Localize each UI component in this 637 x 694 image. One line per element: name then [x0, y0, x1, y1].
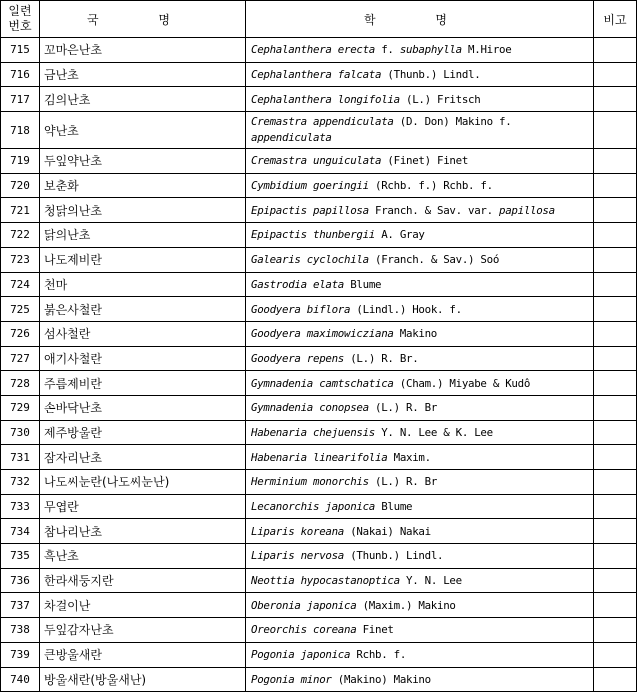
korean-name-cell: 주름제비란	[40, 371, 246, 396]
scientific-name-cell	[246, 395, 594, 420]
scientific-name-text: Maxim.	[387, 450, 431, 464]
scientific-name-italic: Goodyera maximowicziana	[251, 327, 394, 341]
scientific-name-cell	[246, 198, 594, 223]
scientific-name-text: (Nakai) Nakai	[344, 524, 431, 538]
scientific-name-text: Blume	[344, 277, 382, 291]
scientific-name-text: (D. Don) Makino f.	[393, 115, 512, 129]
scientific-name-cell	[246, 297, 594, 322]
serial-number-cell: 739	[1, 642, 40, 667]
scientific-name-italic: Gymnadenia camtschatica	[251, 376, 394, 390]
scientific-name-text: (Thunb.) Lindl.	[381, 68, 481, 82]
serial-number-cell: 722	[1, 223, 40, 248]
scientific-name-text: (L.) R. Br.	[344, 351, 419, 365]
scientific-name-italic: Cephalanthera erecta	[251, 43, 376, 57]
note-cell	[594, 62, 637, 87]
scientific-name-italic: Lecanorchis japonica	[251, 500, 376, 514]
serial-number-cell: 715	[1, 38, 40, 63]
scientific-name-text: (L.) R. Br	[368, 401, 438, 415]
scientific-name-text: (Maxim.) Makino	[356, 598, 456, 612]
scientific-name-text: Y. N. Lee & K. Lee	[375, 425, 493, 439]
table-row	[1, 667, 637, 692]
serial-number-cell: 728	[1, 371, 40, 396]
note-cell	[594, 519, 637, 544]
scientific-name-text: (L.) Fritsch	[399, 92, 481, 106]
korean-name-cell: 두잎감자난초	[40, 618, 246, 643]
scientific-name-text: (L.) R. Br	[368, 475, 438, 489]
table-row	[1, 593, 637, 618]
serial-number-cell: 720	[1, 173, 40, 198]
table-row	[1, 568, 637, 593]
korean-name-cell: 흑난초	[40, 544, 246, 569]
scientific-name-text: Franch. & Sav. var.	[368, 203, 500, 217]
table-row	[1, 420, 637, 445]
note-cell	[594, 667, 637, 692]
serial-number-cell: 723	[1, 247, 40, 272]
scientific-name-cell	[246, 87, 594, 112]
scientific-name-cell	[246, 568, 594, 593]
note-header: 비고	[594, 1, 637, 38]
scientific-name-cell	[246, 371, 594, 396]
serial-number-cell: 738	[1, 618, 40, 643]
header-row	[1, 1, 637, 38]
scientific-name-text: Blume	[375, 500, 413, 514]
note-cell	[594, 395, 637, 420]
scientific-name-cell	[246, 618, 594, 643]
table-header	[1, 1, 637, 38]
scientific-name-italic: Cremastra unguiculata	[251, 154, 382, 168]
note-cell	[594, 445, 637, 470]
scientific-name-text: Rchb. f.	[350, 648, 407, 662]
scientific-name-text: (Finet) Finet	[381, 154, 469, 168]
serial-number-cell: 733	[1, 494, 40, 519]
serial-number-cell: 719	[1, 149, 40, 174]
korean-name-cell: 손바닥난초	[40, 395, 246, 420]
scientific-name-italic: Oreorchis coreana	[251, 623, 357, 637]
table-row	[1, 494, 637, 519]
korean-name-cell: 김의난초	[40, 87, 246, 112]
serial-number-cell: 716	[1, 62, 40, 87]
note-cell	[594, 642, 637, 667]
korean-name-cell: 방울새란(방울새난)	[40, 667, 246, 692]
scientific-name-cell	[246, 247, 594, 272]
scientific-name-cell	[246, 62, 594, 87]
serial-number-header	[1, 1, 40, 38]
scientific-name-text: (Rchb. f.) Rchb. f.	[368, 179, 493, 193]
table-row	[1, 346, 637, 371]
table-row	[1, 173, 637, 198]
note-cell	[594, 198, 637, 223]
scientific-name-italic: Pogonia japonica	[251, 648, 351, 662]
scientific-name-text: Makino	[393, 327, 438, 341]
table-row	[1, 223, 637, 248]
note-cell	[594, 494, 637, 519]
table-row	[1, 544, 637, 569]
table-body	[1, 38, 637, 692]
note-cell	[594, 297, 637, 322]
scientific-name-text: A. Gray	[375, 228, 425, 242]
scientific-name-header: 학 명	[246, 1, 594, 38]
scientific-name-text: f.	[375, 43, 400, 57]
scientific-name-text: Finet	[356, 623, 394, 637]
note-cell	[594, 346, 637, 371]
korean-name-cell: 닭의난초	[40, 223, 246, 248]
scientific-name-text: M.Hiroe	[461, 43, 512, 57]
note-cell	[594, 38, 637, 63]
table-row	[1, 247, 637, 272]
scientific-name-italic: Epipactis thunbergii	[251, 228, 376, 242]
korean-name-cell: 두잎약난초	[40, 149, 246, 174]
table-row	[1, 470, 637, 495]
table-row	[1, 519, 637, 544]
korean-name-cell: 나도제비란	[40, 247, 246, 272]
korean-name-cell: 꼬마은난초	[40, 38, 246, 63]
scientific-name-italic: Gastrodia elata	[251, 277, 345, 291]
scientific-name-italic: Liparis nervosa	[251, 549, 345, 563]
scientific-name-italic: subaphylla	[399, 43, 462, 57]
korean-name-cell: 한라새둥지란	[40, 568, 246, 593]
scientific-name-italic: appendiculata	[251, 131, 332, 145]
scientific-name-cell	[246, 149, 594, 174]
note-cell	[594, 87, 637, 112]
scientific-name-text: Y. N. Lee	[399, 574, 462, 588]
scientific-name-italic: Liparis koreana	[251, 524, 345, 538]
korean-name-cell: 금난초	[40, 62, 246, 87]
scientific-name-italic: Goodyera repens	[251, 351, 345, 365]
scientific-name-italic: Epipactis papillosa	[251, 203, 369, 217]
serial-number-cell: 724	[1, 272, 40, 297]
scientific-name-text: (Thunb.) Lindl.	[344, 549, 444, 563]
scientific-name-cell	[246, 223, 594, 248]
table-row	[1, 445, 637, 470]
scientific-name-cell	[246, 112, 594, 149]
scientific-name-italic: Cymbidium goeringii	[251, 179, 369, 193]
korean-name-cell: 잠자리난초	[40, 445, 246, 470]
korean-name-cell: 제주방울란	[40, 420, 246, 445]
scientific-name-text: (Franch. & Sav.) Soó	[368, 253, 500, 267]
korean-name-cell: 애기사철란	[40, 346, 246, 371]
korean-name-cell: 보춘화	[40, 173, 246, 198]
table-row	[1, 62, 637, 87]
scientific-name-italic: Goodyera biflora	[251, 302, 351, 316]
note-cell	[594, 223, 637, 248]
scientific-name-italic: Pogonia minor	[251, 672, 332, 686]
scientific-name-italic: papillosa	[499, 203, 555, 217]
scientific-name-cell	[246, 494, 594, 519]
note-cell	[594, 173, 637, 198]
serial-number-cell: 735	[1, 544, 40, 569]
serial-number-cell: 729	[1, 395, 40, 420]
korean-name-header: 국 명	[40, 1, 246, 38]
scientific-name-cell	[246, 272, 594, 297]
table-row	[1, 87, 637, 112]
scientific-name-cell	[246, 642, 594, 667]
scientific-name-italic: Neottia hypocastanoptica	[251, 574, 400, 588]
scientific-name-cell	[246, 445, 594, 470]
serial-number-cell: 731	[1, 445, 40, 470]
scientific-name-italic: Galearis cyclochila	[251, 253, 369, 267]
serial-number-cell: 730	[1, 420, 40, 445]
korean-name-cell: 붉은사철란	[40, 297, 246, 322]
note-cell	[594, 544, 637, 569]
serial-number-header-text: 일련 번호	[8, 4, 32, 33]
serial-number-cell: 736	[1, 568, 40, 593]
korean-name-cell: 무엽란	[40, 494, 246, 519]
note-cell	[594, 593, 637, 618]
korean-name-cell: 차걸이난	[40, 593, 246, 618]
table-row	[1, 297, 637, 322]
scientific-name-cell	[246, 544, 594, 569]
serial-number-cell: 717	[1, 87, 40, 112]
serial-number-cell: 727	[1, 346, 40, 371]
scientific-name-cell	[246, 470, 594, 495]
scientific-name-cell	[246, 346, 594, 371]
scientific-name-italic: Cremastra appendiculata	[251, 115, 394, 129]
note-cell	[594, 321, 637, 346]
serial-number-cell: 726	[1, 321, 40, 346]
scientific-name-cell	[246, 321, 594, 346]
korean-name-cell: 나도씨눈란(나도씨눈난)	[40, 470, 246, 495]
scientific-name-cell	[246, 667, 594, 692]
scientific-name-text: (Makino) Makino	[331, 672, 431, 686]
table-row	[1, 198, 637, 223]
note-cell	[594, 568, 637, 593]
note-cell	[594, 272, 637, 297]
scientific-name-text: (Cham.) Miyabe & Kudô	[393, 376, 531, 390]
scientific-name-italic: Gymnadenia conopsea	[251, 401, 369, 415]
korean-name-cell: 약난초	[40, 112, 246, 149]
korean-name-cell: 천마	[40, 272, 246, 297]
note-cell	[594, 371, 637, 396]
serial-number-cell: 725	[1, 297, 40, 322]
scientific-name-italic: Oberonia japonica	[251, 598, 357, 612]
serial-number-cell: 732	[1, 470, 40, 495]
scientific-name-cell	[246, 593, 594, 618]
table-row	[1, 38, 637, 63]
table-row	[1, 321, 637, 346]
serial-number-cell: 740	[1, 667, 40, 692]
korean-name-cell: 섬사철란	[40, 321, 246, 346]
table-row	[1, 618, 637, 643]
korean-name-cell: 청닭의난초	[40, 198, 246, 223]
note-cell	[594, 149, 637, 174]
korean-name-cell: 큰방울새란	[40, 642, 246, 667]
table-row	[1, 272, 637, 297]
scientific-name-cell	[246, 38, 594, 63]
table-row	[1, 112, 637, 149]
korean-name-cell: 참나리난초	[40, 519, 246, 544]
serial-number-cell: 718	[1, 112, 40, 149]
scientific-name-italic: Cephalanthera longifolia	[251, 92, 400, 106]
serial-number-cell: 734	[1, 519, 40, 544]
table-row	[1, 642, 637, 667]
scientific-name-italic: Cephalanthera falcata	[251, 68, 382, 82]
note-cell	[594, 470, 637, 495]
note-cell	[594, 112, 637, 149]
scientific-name-italic: Habenaria linearifolia	[251, 450, 388, 464]
table-row	[1, 149, 637, 174]
scientific-name-italic: Herminium monorchis	[251, 475, 369, 489]
scientific-name-cell	[246, 519, 594, 544]
note-cell	[594, 247, 637, 272]
note-cell	[594, 420, 637, 445]
scientific-name-cell	[246, 420, 594, 445]
scientific-name-cell	[246, 173, 594, 198]
serial-number-cell: 737	[1, 593, 40, 618]
scientific-name-italic: Habenaria chejuensis	[251, 425, 376, 439]
note-cell	[594, 618, 637, 643]
scientific-name-text: (Lindl.) Hook. f.	[350, 302, 462, 316]
table-row	[1, 395, 637, 420]
table-row	[1, 371, 637, 396]
serial-number-cell: 721	[1, 198, 40, 223]
